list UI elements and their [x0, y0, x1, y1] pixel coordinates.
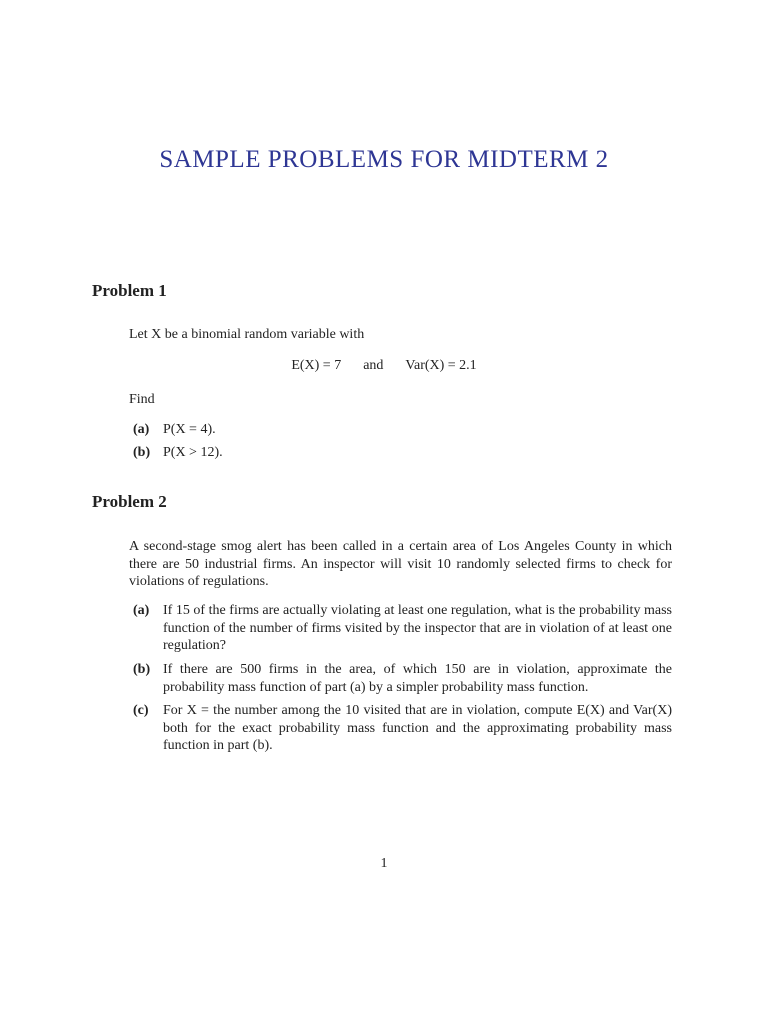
item-label: (b): [133, 662, 151, 677]
item-text: If there are 500 firms in the area, of which 150 are in violation, approximate the probability mass function of part (a) by a simpler probability mass function.: [163, 662, 672, 695]
page-number: 1: [380, 856, 388, 871]
item-label: (b): [133, 445, 151, 460]
problem-2-item-a: [129, 602, 672, 655]
problem-1-item-a: [129, 421, 672, 439]
item-label: (a): [133, 603, 150, 618]
item-text: P(X > 12).: [163, 445, 223, 460]
problem-2-item-c: [129, 702, 672, 755]
page-title: SAMPLE PROBLEMS FOR MIDTERM 2: [159, 146, 609, 173]
item-label: (a): [133, 422, 150, 437]
item-text: If 15 of the firms are actually violating at least one regulation, what is the probability mass function of the number of firms visited by the inspector that are in violation of at least one regulation?: [163, 603, 672, 653]
problem-1-find: Find: [129, 392, 155, 407]
problem-1-intro: Let X be a binomial random variable with: [129, 327, 365, 342]
item-label: (c): [133, 703, 149, 718]
problem-1-equation: [0, 358, 768, 374]
problem-2-heading: Problem 2: [92, 492, 167, 511]
problem-1-item-b: [129, 444, 672, 462]
problem-1-heading: Problem 1: [92, 281, 167, 300]
problem-2-intro: A second-stage smog alert has been called in a certain area of Los Angeles County in which there are 50 industrial firms. An inspector will visit 10 randomly selected firms to check for violations of regulations.: [129, 539, 672, 589]
equation-and: and: [363, 358, 384, 373]
item-text: For X = the number among the 10 visited that are in violation, compute E(X) and Var(X) both for the exact probability mass function and the approximating probability mass function in part (b).: [163, 703, 672, 753]
item-text: P(X = 4).: [163, 422, 216, 437]
problem-2-item-b: [129, 661, 672, 696]
equation-variance: Var(X) = 2.1: [405, 358, 477, 373]
equation-expected-value: E(X) = 7: [291, 358, 342, 373]
